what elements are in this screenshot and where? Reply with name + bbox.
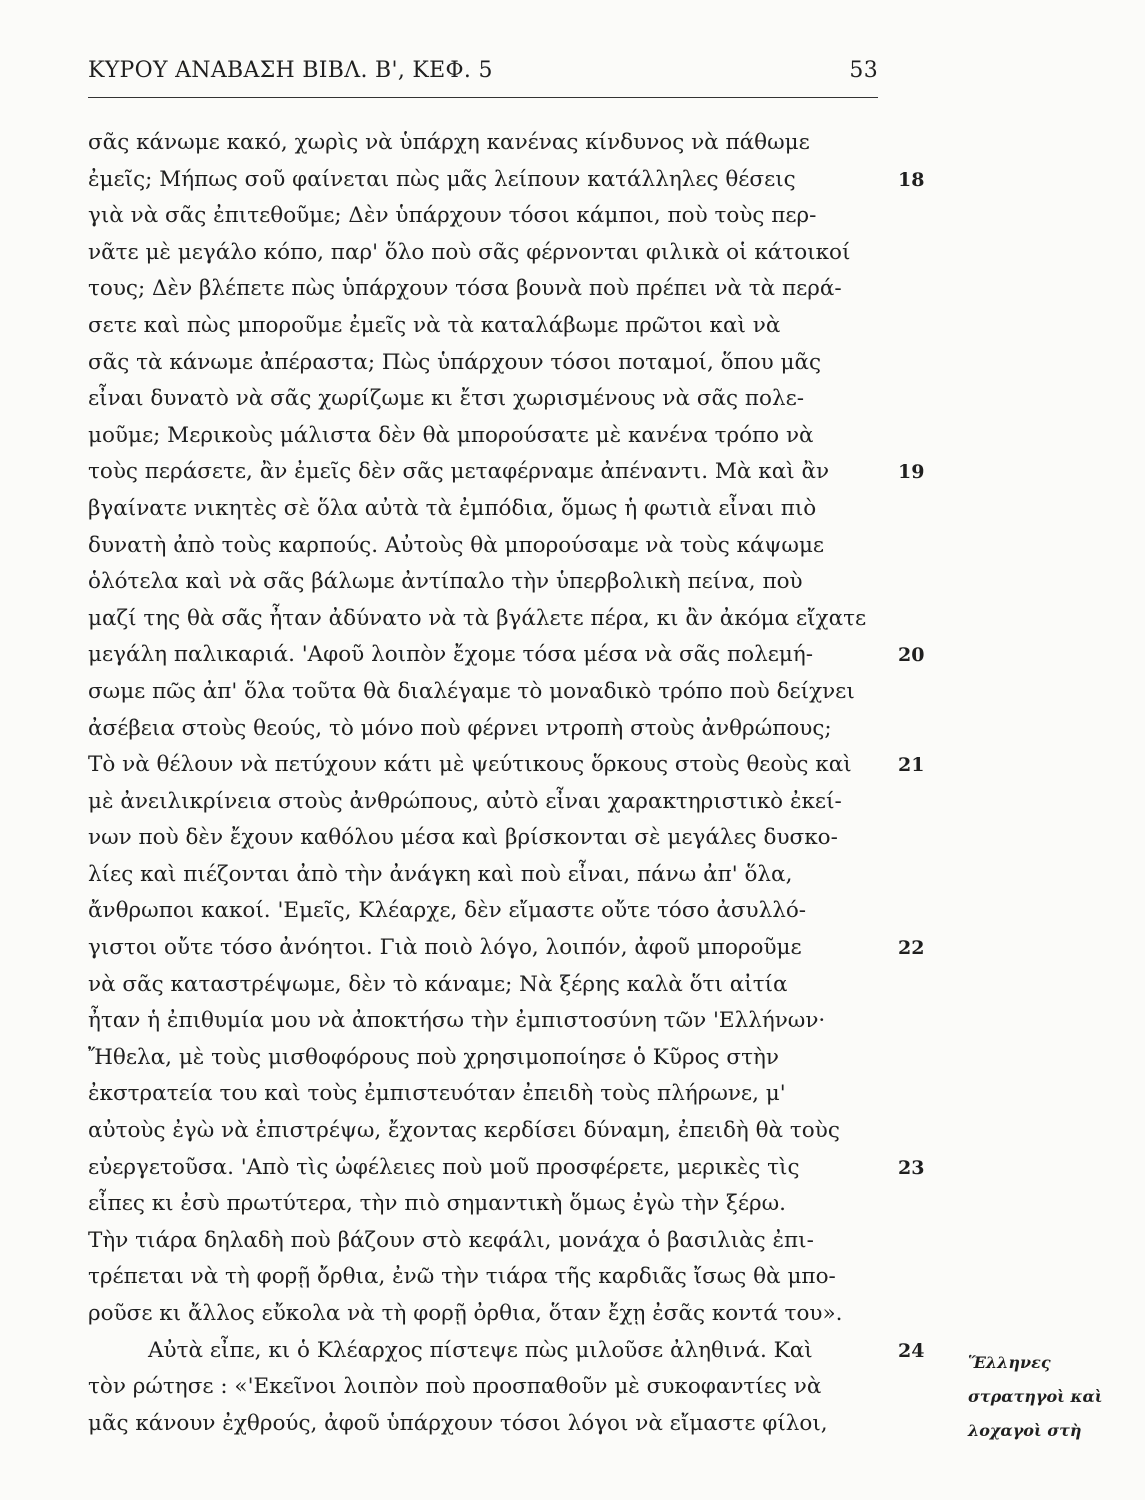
section-number-column [898, 125, 948, 1369]
text-line: τὸν ρώτησε : «'Εκεῖνοι λοιπὸν ποὺ προσπαθοῦν μὲ συκοφαντίες νὰ [88, 1374, 822, 1400]
text-line: Τὸ νὰ θέλουν νὰ πετύχουν κάτι μὲ ψεύτικους ὅρκους στοὺς θεοὺς καὶ [88, 752, 852, 778]
text-line: μαζί της θὰ σᾶς ἦταν ἀδύνατο νὰ τὰ βγάλετε πέρα, κι ἂν ἀκόμα εἴχατε [88, 605, 867, 631]
text-line: μᾶς κάνουν ἐχθρούς, ἀφοῦ ὑπάρχουν τόσοι λόγοι νὰ εἴμαστε φίλοι, [88, 1410, 828, 1436]
text-line: μὲ ἀνειλικρίνεια στοὺς ἀνθρώπους, αὐτὸ εἶναι χαρακτηριστικὸ ἐκεί- [88, 788, 842, 814]
text-line: ἄνθρωποι κακοί. 'Εμεῖς, Κλέαρχε, δὲν εἴμαστε οὔτε τόσο ἀσυλλό- [88, 898, 807, 924]
section-number: 22 [898, 937, 925, 960]
text-line: σᾶς κάνωμε κακό, χωρὶς νὰ ὑπάρχη κανένας κίνδυνος νὰ πάθωμε [88, 130, 810, 155]
text-line: γιστοι οὔτε τόσο ἀνόητοι. Γιὰ ποιὸ λόγο, λοιπόν, ἀφοῦ μποροῦμε [88, 935, 802, 961]
text-line: ἀσέβεια στοὺς θεούς, τὸ μόνο ποὺ φέρνει ντροπὴ στοὺς ἀνθρώπους; [88, 715, 832, 741]
margin-note [968, 1346, 1128, 1448]
text-line: λίες καὶ πιέζονται ἀπὸ τὴν ἀνάγκη καὶ ποὺ εἶναι, πάνω ἀπ' ὅλα, [88, 861, 793, 887]
text-line: ἐμεῖς; Μήπως σοῦ φαίνεται πὼς μᾶς λείπουν κατάλληλες θέσεις [88, 166, 796, 192]
section-number: 24 [898, 1339, 925, 1362]
text-line: αὐτοὺς ἐγὼ νὰ ἐπιστρέψω, ἔχοντας κερδίσει δύναμη, ἐπειδὴ θὰ τοὺς [88, 1118, 840, 1144]
text-line: ἐκστρατεία του καὶ τοὺς ἐμπιστευόταν ἐπειδὴ τοὺς πλήρωνε, μ' [88, 1081, 786, 1107]
section-number: 20 [898, 644, 925, 667]
margin-note-line: στρατηγοὶ καὶ [968, 1387, 1103, 1406]
text-line: σωμε πῶς ἀπ' ὅλα τοῦτα θὰ διαλέγαμε τὸ μοναδικὸ τρόπο ποὺ δείχνει [88, 678, 855, 704]
page-number: 53 [849, 58, 878, 83]
text-line: νων ποὺ δὲν ἔχουν καθόλου μέσα καὶ βρίσκονται σὲ μεγάλες δυσκο- [88, 825, 838, 851]
text-line: εἶναι δυνατὸ νὰ σᾶς χωρίζωμε κι ἔτσι χωρισμένους νὰ σᾶς πολε- [88, 386, 804, 412]
text-line: γιὰ νὰ σᾶς ἐπιτεθοῦμε; Δὲν ὑπάρχουν τόσοι κάμποι, ποὺ τοὺς περ- [88, 203, 817, 229]
text-line: σᾶς τὰ κάνωμε ἀπέραστα; Πὼς ὑπάρχουν τόσοι ποταμοί, ὅπου μᾶς [88, 349, 822, 375]
section-number: 19 [898, 461, 925, 484]
text-line: νὰ σᾶς καταστρέψωμε, δὲν τὸ κάναμε; Νὰ ξέρης καλὰ ὅτι αἰτία [88, 971, 788, 997]
text-line: μεγάλη παλικαριά. 'Αφοῦ λοιπὸν ἔχομε τόσα μέσα νὰ σᾶς πολεμή- [88, 642, 813, 668]
text-line: ροῦσε κι ἄλλος εὔκολα νὰ τὴ φορῇ ὀρθια, ὅταν ἔχῃ ἐσᾶς κοντά του». [88, 1301, 843, 1326]
margin-note-line: λοχαγοὶ στὴ [968, 1421, 1082, 1440]
text-line: ἦταν ἡ ἐπιθυμία μου νὰ ἀποκτήσω τὴν ἐμπιστοσύνη τῶν 'Ελλήνων· [88, 1008, 826, 1034]
text-line: τους; Δὲν βλέπετε πὼς ὑπάρχουν τόσα βουνὰ ποὺ πρέπει νὰ τὰ περά- [88, 276, 842, 302]
text-line: τρέπεται νὰ τὴ φορῇ ὄρθια, ἐνῶ τὴν τιάρα τῆς καρδιᾶς ἴσως θὰ μπο- [88, 1264, 836, 1290]
text-line: Αὐτὰ εἶπε, κι ὁ Κλέαρχος πίστεψε πὼς μιλοῦσε ἀληθινά. Καὶ [148, 1337, 813, 1363]
running-header [88, 58, 878, 83]
text-line: Τὴν τιάρα δηλαδὴ ποὺ βάζουν στὸ κεφάλι, μονάχα ὁ βασιλιὰς ἐπι- [88, 1227, 814, 1253]
text-line: μοῦμε; Μερικοὺς μάλιστα δὲν θὰ μπορούσατε μὲ κανένα τρόπο νὰ [88, 422, 814, 448]
text-line: δυνατὴ ἀπὸ τοὺς καρπούς. Αὐτοὺς θὰ μπορούσαμε νὰ τοὺς κάψωμε [88, 532, 825, 558]
text-line: εὐεργετοῦσα. 'Απὸ τὶς ὠφέλειες ποὺ μοῦ προσφέρετε, μερικὲς τὶς [88, 1154, 800, 1180]
text-line: Ἤθελα, μὲ τοὺς μισθοφόρους ποὺ χρησιμοποίησε ὁ Κῦρος στὴν [88, 1044, 779, 1070]
text-line: ὁλότελα καὶ νὰ σᾶς βάλωμε ἀντίπαλο τὴν ὑπερβολικὴ πείνα, ποὺ [88, 569, 803, 595]
margin-note-line: Ἕλληνες [968, 1353, 1051, 1372]
section-number: 18 [898, 168, 925, 191]
header-rule [88, 97, 878, 98]
text-line: τοὺς περάσετε, ἂν ἐμεῖς δὲν σᾶς μεταφέρναμε ἀπέναντι. Μὰ καὶ ἂν [88, 459, 830, 485]
section-number: 23 [898, 1156, 925, 1179]
body-text [88, 125, 888, 1442]
text-line: εἶπες κι ἐσὺ πρωτύτερα, τὴν πιὸ σημαντικὴ ὅμως ἐγὼ τὴν ξέρω. [88, 1191, 787, 1217]
text-line: βγαίνατε νικητὲς σὲ ὅλα αὐτὰ τὰ ἐμπόδια, ὅμως ἡ φωτιὰ εἶναι πιὸ [88, 495, 817, 521]
section-number: 21 [898, 754, 925, 777]
text-line: νᾶτε μὲ μεγάλο κόπο, παρ' ὅλο ποὺ σᾶς φέρνονται φιλικὰ οἱ κάτοικοί [88, 239, 851, 265]
text-line: σετε καὶ πὼς μποροῦμε ἐμεῖς νὰ τὰ καταλάβωμε πρῶτοι καὶ νὰ [88, 312, 781, 338]
running-header-title: ΚΥΡΟΥ ΑΝΑΒΑΣΗ ΒΙΒΛ. Β', ΚΕΦ. 5 [88, 58, 493, 83]
